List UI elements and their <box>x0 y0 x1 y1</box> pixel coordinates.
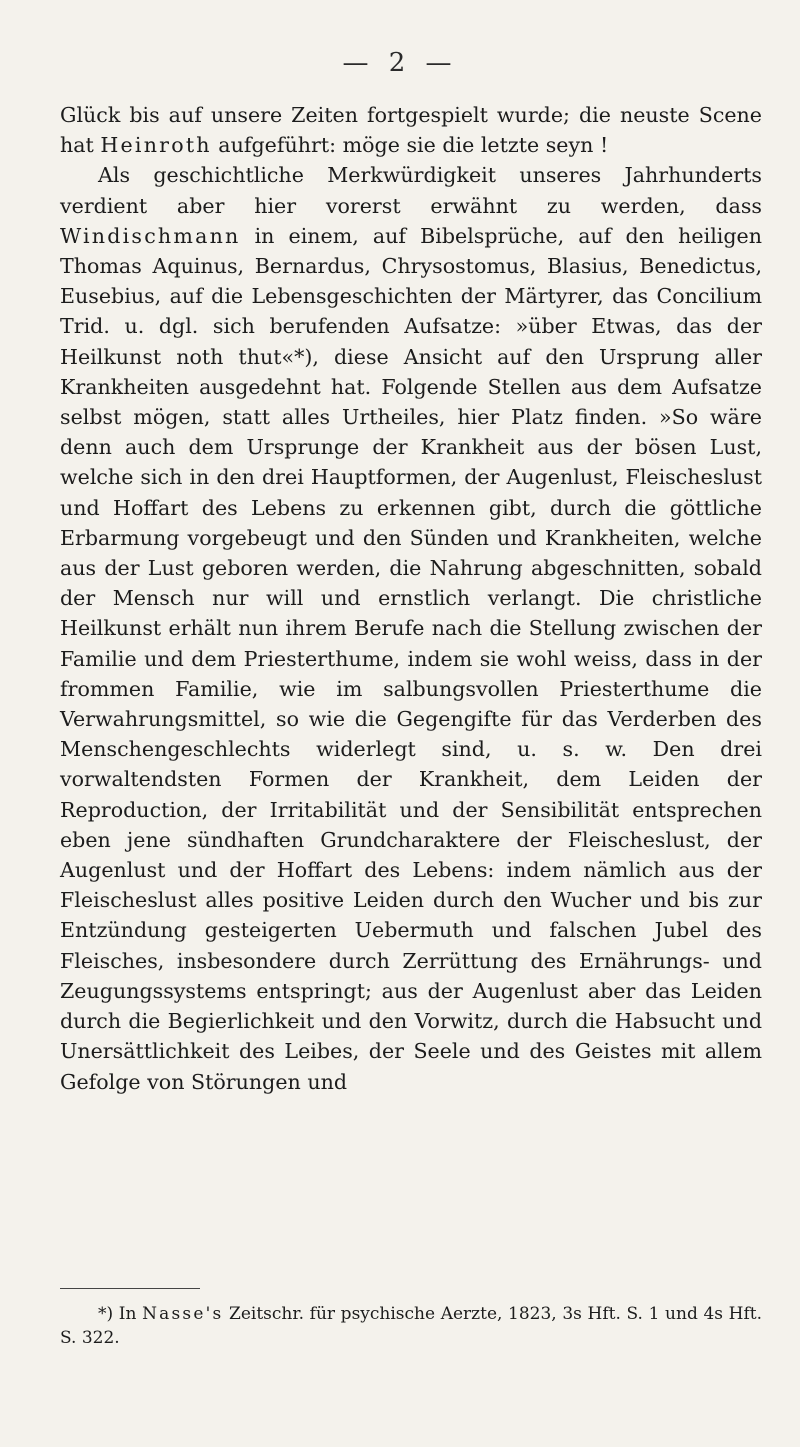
paragraph-2-text-a: Als geschichtliche Merkwürdigkeit unseres Jahrhunderts verdient aber hier vorerst erwähnt zu werden, dass <box>60 163 762 218</box>
paragraph-1-text-a: Glück bis auf unsere Zeiten fortgespielt wurde; die neuste Scene hat <box>60 103 762 158</box>
footnote <box>60 1302 762 1350</box>
paragraph-2 <box>60 160 762 1096</box>
paragraph-1 <box>60 100 762 160</box>
main-text <box>60 100 762 1097</box>
footnote-text-a: *) In <box>98 1304 143 1324</box>
footnote-text-b: Zeitschr. für psychische Aerzte, 1823, 3s Hft. S. 1 und 4s Hft. S. 322. <box>60 1304 762 1348</box>
page-number: — 2 — <box>342 48 458 78</box>
paragraph-2-text-b: in einem, auf Bibelsprüche, auf den heiligen Thomas Aquinus, Bernardus, Chrysostomus, Blasius, Benedictus, Eusebius, auf die Lebensgeschichten der Märtyrer, das Concilium Trid. u. dgl. sich berufenden Aufsatze: »über Etwas, das der Heilkunst noth thut«*), diese Ansicht auf den Ursprung aller Krankheiten ausgedehnt hat. Folgende Stellen aus dem Aufsatze selbst mögen, statt alles Urtheiles, hier Platz finden. »So wäre denn auch dem Ursprunge der Krankheit aus der bösen Lust, welche sich in den drei Hauptformen, der Augenlust, Fleischeslust und Hoffart des Lebens zu erkennen gibt, durch die göttliche Erbarmung vorgebeugt und den Sünden und Krankheiten, welche aus der Lust geboren werden, die Nahrung abgeschnitten, sobald der Mensch nur will und ernstlich verlangt. Die christliche Heilkunst erhält nun ihrem Berufe nach die Stellung zwischen der Familie und dem Priesterthume, indem sie wohl weiss, dass in der frommen Familie, wie im salbungsvollen Priesterthume die Verwahrungsmittel, so wie die Gegengifte für das Verderben des Menschengeschlechts widerlegt sind, u. s. w. Den drei vorwaltendsten Formen der Krankheit, dem Leiden der Reproduction, der Irritabilität und der Sensibilität entsprechen eben jene sündhaften Grundcharaktere der Fleischeslust, der Augenlust und der Hoffart des Lebens: indem nämlich aus der Fleischeslust alles positive Leiden durch den Wucher und bis zur Entzündung gesteigerten Uebermuth und falschen Jubel des Fleisches, insbesondere durch Zerrüttung des Ernährungs- und Zeugungssystems entspringt; aus der Augenlust aber das Leiden durch die Begierlichkeit und den Vorwitz, durch die Habsucht und Unersättlichkeit des Leibes, der Seele und des Geistes mit allem Gefolge von Störungen und <box>60 223 762 1094</box>
footnote-text <box>60 1302 762 1350</box>
footnote-divider <box>60 1288 200 1289</box>
author-name-heinroth: Heinroth <box>100 133 212 158</box>
footnote-author-nasse: Nasse's <box>142 1304 224 1324</box>
author-name-windischmann: Windischmann <box>60 223 241 248</box>
paragraph-1-text-b: aufgeführt: möge sie die letzte seyn ! <box>211 133 609 158</box>
